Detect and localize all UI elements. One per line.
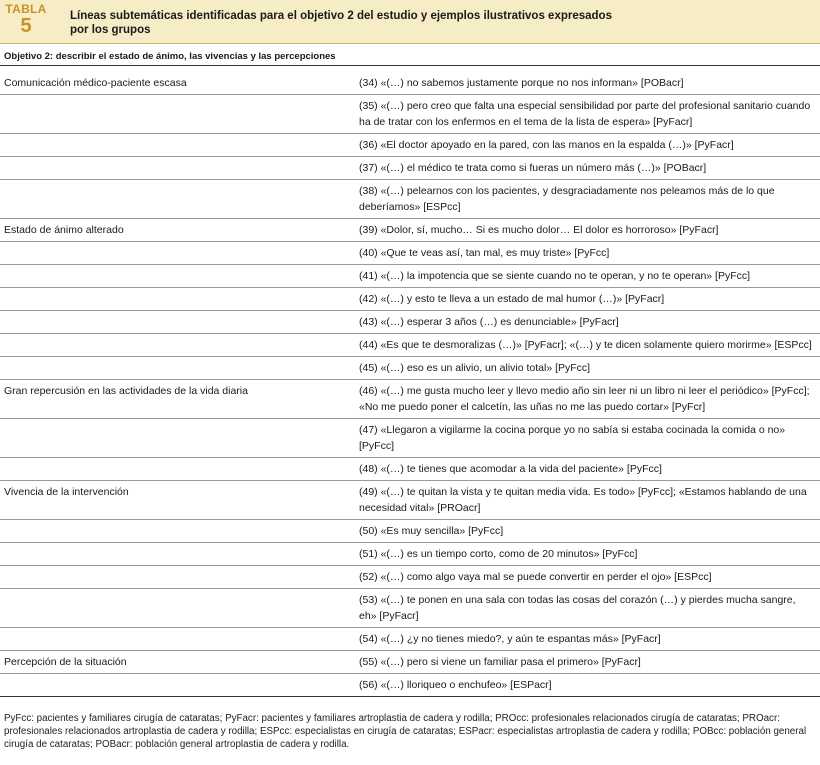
example-quote-cell: (48) «(…) te tienes que acomodar a la vida del paciente» [PyFcc] bbox=[355, 458, 820, 481]
example-quote-cell: (35) «(…) pero creo que falta una especial sensibilidad por parte del profesional sanitario cuando ha de tratar con los enfermos en el tema de la lista de espera» [PyFacr] bbox=[355, 95, 820, 134]
subtheme-cell bbox=[0, 458, 355, 481]
subtheme-cell bbox=[0, 419, 355, 458]
subtheme-cell bbox=[0, 180, 355, 219]
example-quote-cell: (46) «(…) me gusta mucho leer y llevo medio año sin leer ni un libro ni leer el periódico» [PyFcc]; «No me puedo poner el calcetín, las uñas no me las puedo cortar» [PyFcr] bbox=[355, 380, 820, 419]
subtheme-cell: Comunicación médico-paciente escasa bbox=[0, 72, 355, 95]
subtheme-cell bbox=[0, 520, 355, 543]
example-quote-cell: (37) «(…) el médico te trata como si fueras un número más (…)» [POBacr] bbox=[355, 157, 820, 180]
table-header bbox=[0, 0, 820, 44]
table-row bbox=[0, 651, 820, 674]
table-row bbox=[0, 566, 820, 589]
table-badge bbox=[4, 3, 48, 36]
table-label: TABLA bbox=[5, 2, 47, 16]
example-quote-cell: (45) «(…) eso es un alivio, un alivio total» [PyFcc] bbox=[355, 357, 820, 380]
example-quote-cell: (42) «(…) y esto te lleva a un estado de mal humor (…)» [PyFacr] bbox=[355, 288, 820, 311]
subtheme-cell bbox=[0, 357, 355, 380]
example-quote-cell: (34) «(…) no sabemos justamente porque no nos informan» [POBacr] bbox=[355, 72, 820, 95]
table-row bbox=[0, 180, 820, 219]
table-row bbox=[0, 520, 820, 543]
example-quote-cell: (53) «(…) te ponen en una sala con todas las cosas del corazón (…) y pierdes mucha sangre, eh» [PyFacr] bbox=[355, 589, 820, 628]
subthemes-table bbox=[0, 72, 820, 697]
table-row bbox=[0, 589, 820, 628]
subtheme-cell bbox=[0, 265, 355, 288]
table-row bbox=[0, 380, 820, 419]
subtheme-cell bbox=[0, 566, 355, 589]
table-row bbox=[0, 265, 820, 288]
example-quote-cell: (38) «(…) pelearnos con los pacientes, y desgraciadamente nos peleamos más de lo que deberíamos» [ESPcc] bbox=[355, 180, 820, 219]
top-rule bbox=[0, 65, 820, 66]
example-quote-cell: (41) «(…) la impotencia que se siente cuando no te operan, y no te operan» [PyFcc] bbox=[355, 265, 820, 288]
subtheme-cell bbox=[0, 242, 355, 265]
table-row bbox=[0, 458, 820, 481]
example-quote-cell: (54) «(…) ¿y no tienes miedo?, y aún te espantas más» [PyFacr] bbox=[355, 628, 820, 651]
subtheme-cell bbox=[0, 134, 355, 157]
example-quote-cell: (43) «(…) esperar 3 años (…) es denunciable» [PyFacr] bbox=[355, 311, 820, 334]
table-row bbox=[0, 219, 820, 242]
table-row bbox=[0, 242, 820, 265]
table-row bbox=[0, 357, 820, 380]
subtheme-cell bbox=[0, 157, 355, 180]
table-row bbox=[0, 72, 820, 95]
example-quote-cell: (50) «Es muy sencilla» [PyFcc] bbox=[355, 520, 820, 543]
table-row bbox=[0, 95, 820, 134]
example-quote-cell: (56) «(…) lloriqueo o enchufeo» [ESPacr] bbox=[355, 674, 820, 697]
table-row bbox=[0, 157, 820, 180]
example-quote-cell: (39) «Dolor, sí, mucho… Si es mucho dolor… El dolor es horroroso» [PyFacr] bbox=[355, 219, 820, 242]
subtheme-cell bbox=[0, 674, 355, 697]
example-quote-cell: (51) «(…) es un tiempo corto, como de 20 minutos» [PyFcc] bbox=[355, 543, 820, 566]
subtheme-cell bbox=[0, 95, 355, 134]
table-footnote: PyFcc: pacientes y familiares cirugía de cataratas; PyFacr: pacientes y familiares artroplastia de cadera y rodilla; PROcc: profesionales relacionados cirugía de cataratas; PROacr: profesionales relacionados artroplastia de cadera y rodilla; ESPcc: especialistas en cirugía de cataratas; ESPacr: especialistas artroplastia de cadera y rodilla; POBcc: población general cirugía de cataratas; POBacr: población general artroplastia de cadera y rodilla. bbox=[4, 713, 807, 750]
subtheme-cell bbox=[0, 288, 355, 311]
table-row bbox=[0, 481, 820, 520]
table-row bbox=[0, 628, 820, 651]
subtheme-cell: Vivencia de la intervención bbox=[0, 481, 355, 520]
table-row bbox=[0, 311, 820, 334]
table-row bbox=[0, 543, 820, 566]
example-quote-cell: (49) «(…) te quitan la vista y te quitan media vida. Es todo» [PyFcc]; «Estamos hablando de una necesidad vital» [PROacr] bbox=[355, 481, 820, 520]
table-row bbox=[0, 334, 820, 357]
subtheme-cell bbox=[0, 628, 355, 651]
table-title: Líneas subtemáticas identificadas para el objetivo 2 del estudio y ejemplos ilustrativos expresados por los grupos bbox=[70, 10, 612, 36]
objective-subheader: Objetivo 2: describir el estado de ánimo, las vivencias y las percepciones bbox=[4, 51, 336, 62]
table-row bbox=[0, 288, 820, 311]
subtheme-cell bbox=[0, 589, 355, 628]
subtheme-cell: Gran repercusión en las actividades de la vida diaria bbox=[0, 380, 355, 419]
table-number: 5 bbox=[20, 15, 32, 37]
subtheme-cell bbox=[0, 543, 355, 566]
table-row bbox=[0, 674, 820, 697]
subtheme-cell bbox=[0, 334, 355, 357]
subtheme-cell bbox=[0, 311, 355, 334]
table-row bbox=[0, 419, 820, 458]
example-quote-cell: (40) «Que te veas así, tan mal, es muy triste» [PyFcc] bbox=[355, 242, 820, 265]
example-quote-cell: (52) «(…) como algo vaya mal se puede convertir en perder el ojo» [ESPcc] bbox=[355, 566, 820, 589]
example-quote-cell: (44) «Es que te desmoralizas (…)» [PyFacr]; «(…) y te dicen solamente quiero morirme» [ESPcc] bbox=[355, 334, 820, 357]
example-quote-cell: (47) «Llegaron a vigilarme la cocina porque yo no sabía si estaba cocinada la comida o no» [PyFcc] bbox=[355, 419, 820, 458]
subtheme-cell: Estado de ánimo alterado bbox=[0, 219, 355, 242]
example-quote-cell: (55) «(…) pero si viene un familiar pasa el primero» [PyFacr] bbox=[355, 651, 820, 674]
subtheme-cell: Percepción de la situación bbox=[0, 651, 355, 674]
example-quote-cell: (36) «El doctor apoyado en la pared, con las manos en la espalda (…)» [PyFacr] bbox=[355, 134, 820, 157]
table-row bbox=[0, 134, 820, 157]
